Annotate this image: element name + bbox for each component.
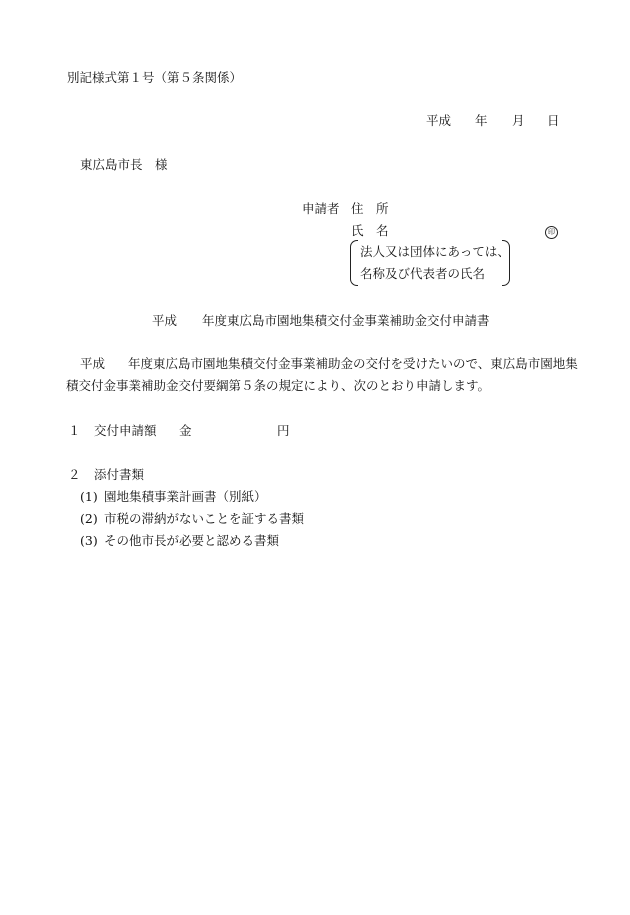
attachment-2-text: 市税の滞納がないことを証する書類	[104, 511, 305, 526]
item2-label: 添付書類	[94, 467, 145, 482]
date-year: 年	[475, 113, 488, 128]
item1-unit: 円	[277, 423, 290, 438]
attachment-3-num: (3)	[80, 533, 98, 548]
date-day: 日	[547, 113, 560, 128]
seal-icon: 印	[545, 226, 558, 239]
applicant-label: 申請者	[302, 201, 340, 216]
note-line-1: 法人又は団体にあっては、	[360, 244, 510, 259]
form-id: 別記様式第１号（第５条関係）	[67, 70, 243, 85]
body-era: 平成	[80, 356, 106, 371]
body-line-1: 年度東広島市園地集積交付金事業補助金の交付を受けたいので、東広島市園地集	[128, 356, 578, 371]
date-month: 月	[512, 113, 525, 128]
attachment-1-text: 園地集積事業計画書（別紙）	[104, 489, 267, 504]
item2-number: ２	[68, 467, 81, 482]
document-title: 年度東広島市園地集積交付金事業補助金交付申請書	[202, 313, 490, 328]
item1-number: １	[68, 423, 81, 438]
left-bracket	[350, 240, 358, 286]
address-label: 住 所	[351, 201, 389, 216]
attachment-2-num: (2)	[80, 511, 98, 526]
item1-label: 交付申請額	[94, 423, 157, 438]
name-label: 氏 名	[351, 223, 389, 238]
item1-prefix: 金	[179, 423, 192, 438]
attachment-3-text: その他市長が必要と認める書類	[104, 533, 280, 548]
body-line-2: 積交付金事業補助金交付要綱第５条の規定により、次のとおり申請します。	[66, 378, 491, 393]
title-era: 平成	[152, 313, 178, 328]
attachment-1-num: (1)	[80, 489, 98, 504]
date-era: 平成	[426, 113, 452, 128]
note-line-2: 名称及び代表者の氏名	[360, 266, 486, 281]
corporate-note	[350, 240, 510, 286]
addressee: 東広島市長 様	[80, 157, 168, 172]
